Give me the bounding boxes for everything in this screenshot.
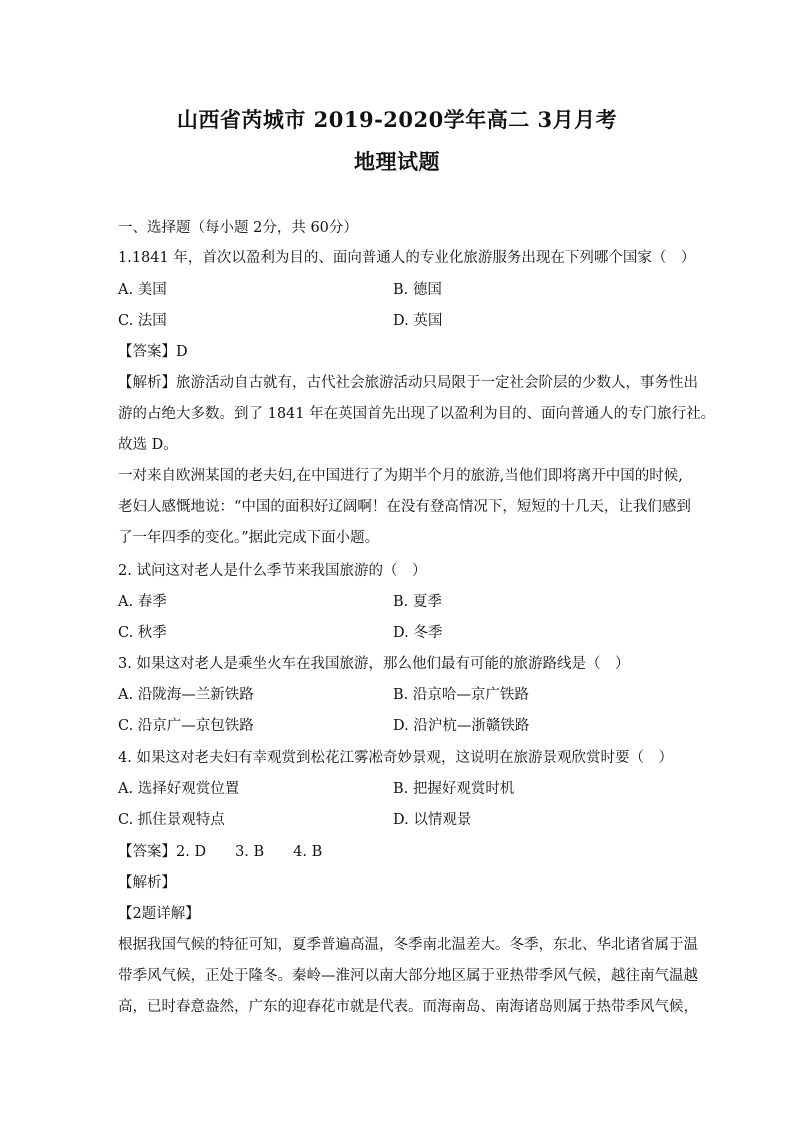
- q3-option-d: D. 沿沪杭—浙赣铁路: [393, 718, 530, 734]
- detail-line: 高，已时春意盎然，广东的迎春花市就是代表。而海南岛、南海诸岛则属于热带季风气候，: [118, 999, 698, 1015]
- q2-option-d: D. 冬季: [393, 625, 443, 641]
- q2-stem: 2. 试问这对老人是什么季节来我国旅游的（ ）: [118, 563, 427, 579]
- document-title: 山西省芮城市 2019-2020学年高二 3月月考: [176, 107, 618, 132]
- q2-option-c: C. 秋季: [118, 625, 167, 641]
- q4-stem: 4. 如果这对老夫妇有幸观赏到松花江雾凇奇妙景观，这说明在旅游景观欣赏时要（ ）: [118, 750, 673, 766]
- detail-line: 带季风气候，正处于隆冬。秦岭—淮河以南大部分地区属于亚热带季风气候，越往南气温越: [118, 968, 698, 984]
- q1-analysis-line: 游的占绝大多数。到了 1841 年在英国首先出现了以盈利为目的、面向普通人的专门旅行社。: [118, 406, 716, 422]
- q2-option-a: A. 春季: [118, 594, 167, 610]
- detail-label: 【2题详解】: [118, 906, 200, 922]
- q1-option-a: A. 美国: [118, 282, 167, 298]
- q3-option-c: C. 沿京广—京包铁路: [118, 718, 254, 734]
- q3-stem: 3. 如果这对老人是乘坐火车在我国旅游，那么他们最有可能的旅游路线是（ ）: [118, 656, 630, 672]
- answers-summary: 【答案】2. D 3. B 4. B: [118, 844, 323, 860]
- q1-stem: 1.1841 年，首次以盈利为目的、面向普通人的专业化旅游服务出现在下列哪个国家（ ）: [118, 250, 696, 266]
- detail-line: 根据我国气候的特征可知，夏季普遍高温，冬季南北温差大。冬季，东北、华北诸省属于温: [118, 937, 698, 953]
- q1-option-b: B. 德国: [393, 282, 442, 298]
- section-heading: 一、选择题（每小题 2分，共 60分）: [118, 220, 358, 236]
- q4-option-a: A. 选择好观赏位置: [118, 781, 240, 797]
- q2-option-b: B. 夏季: [393, 594, 442, 610]
- passage-line: 了一年四季的变化。”据此完成下面小题。: [118, 530, 380, 546]
- q4-option-d: D. 以情观景: [393, 812, 472, 828]
- analysis-label: 【解析】: [118, 875, 176, 891]
- passage-line: 一对来自欧洲某国的老夫妇,在中国进行了为期半个月的旅游,当他们即将离开中国的时候,: [118, 468, 683, 484]
- q4-option-c: C. 抓住景观特点: [118, 812, 225, 828]
- q3-option-a: A. 沿陇海—兰新铁路: [118, 687, 254, 703]
- q1-option-d: D. 英国: [393, 313, 443, 329]
- q1-option-c: C. 法国: [118, 313, 167, 329]
- q3-option-b: B. 沿京哈—京广铁路: [393, 687, 529, 703]
- document-subtitle: 地理试题: [354, 149, 440, 174]
- q4-option-b: B. 把握好观赏时机: [393, 781, 515, 797]
- q1-analysis-line: 故选 D。: [118, 437, 178, 453]
- q1-answer: 【答案】D: [118, 344, 188, 360]
- passage-line: 老妇人感慨地说：“中国的面积好辽阔啊！在没有登高情况下，短短的十几天，让我们感到: [118, 499, 691, 515]
- q1-analysis-line: 【解析】旅游活动自古就有，古代社会旅游活动只局限于一定社会阶层的少数人，事务性出: [118, 375, 698, 391]
